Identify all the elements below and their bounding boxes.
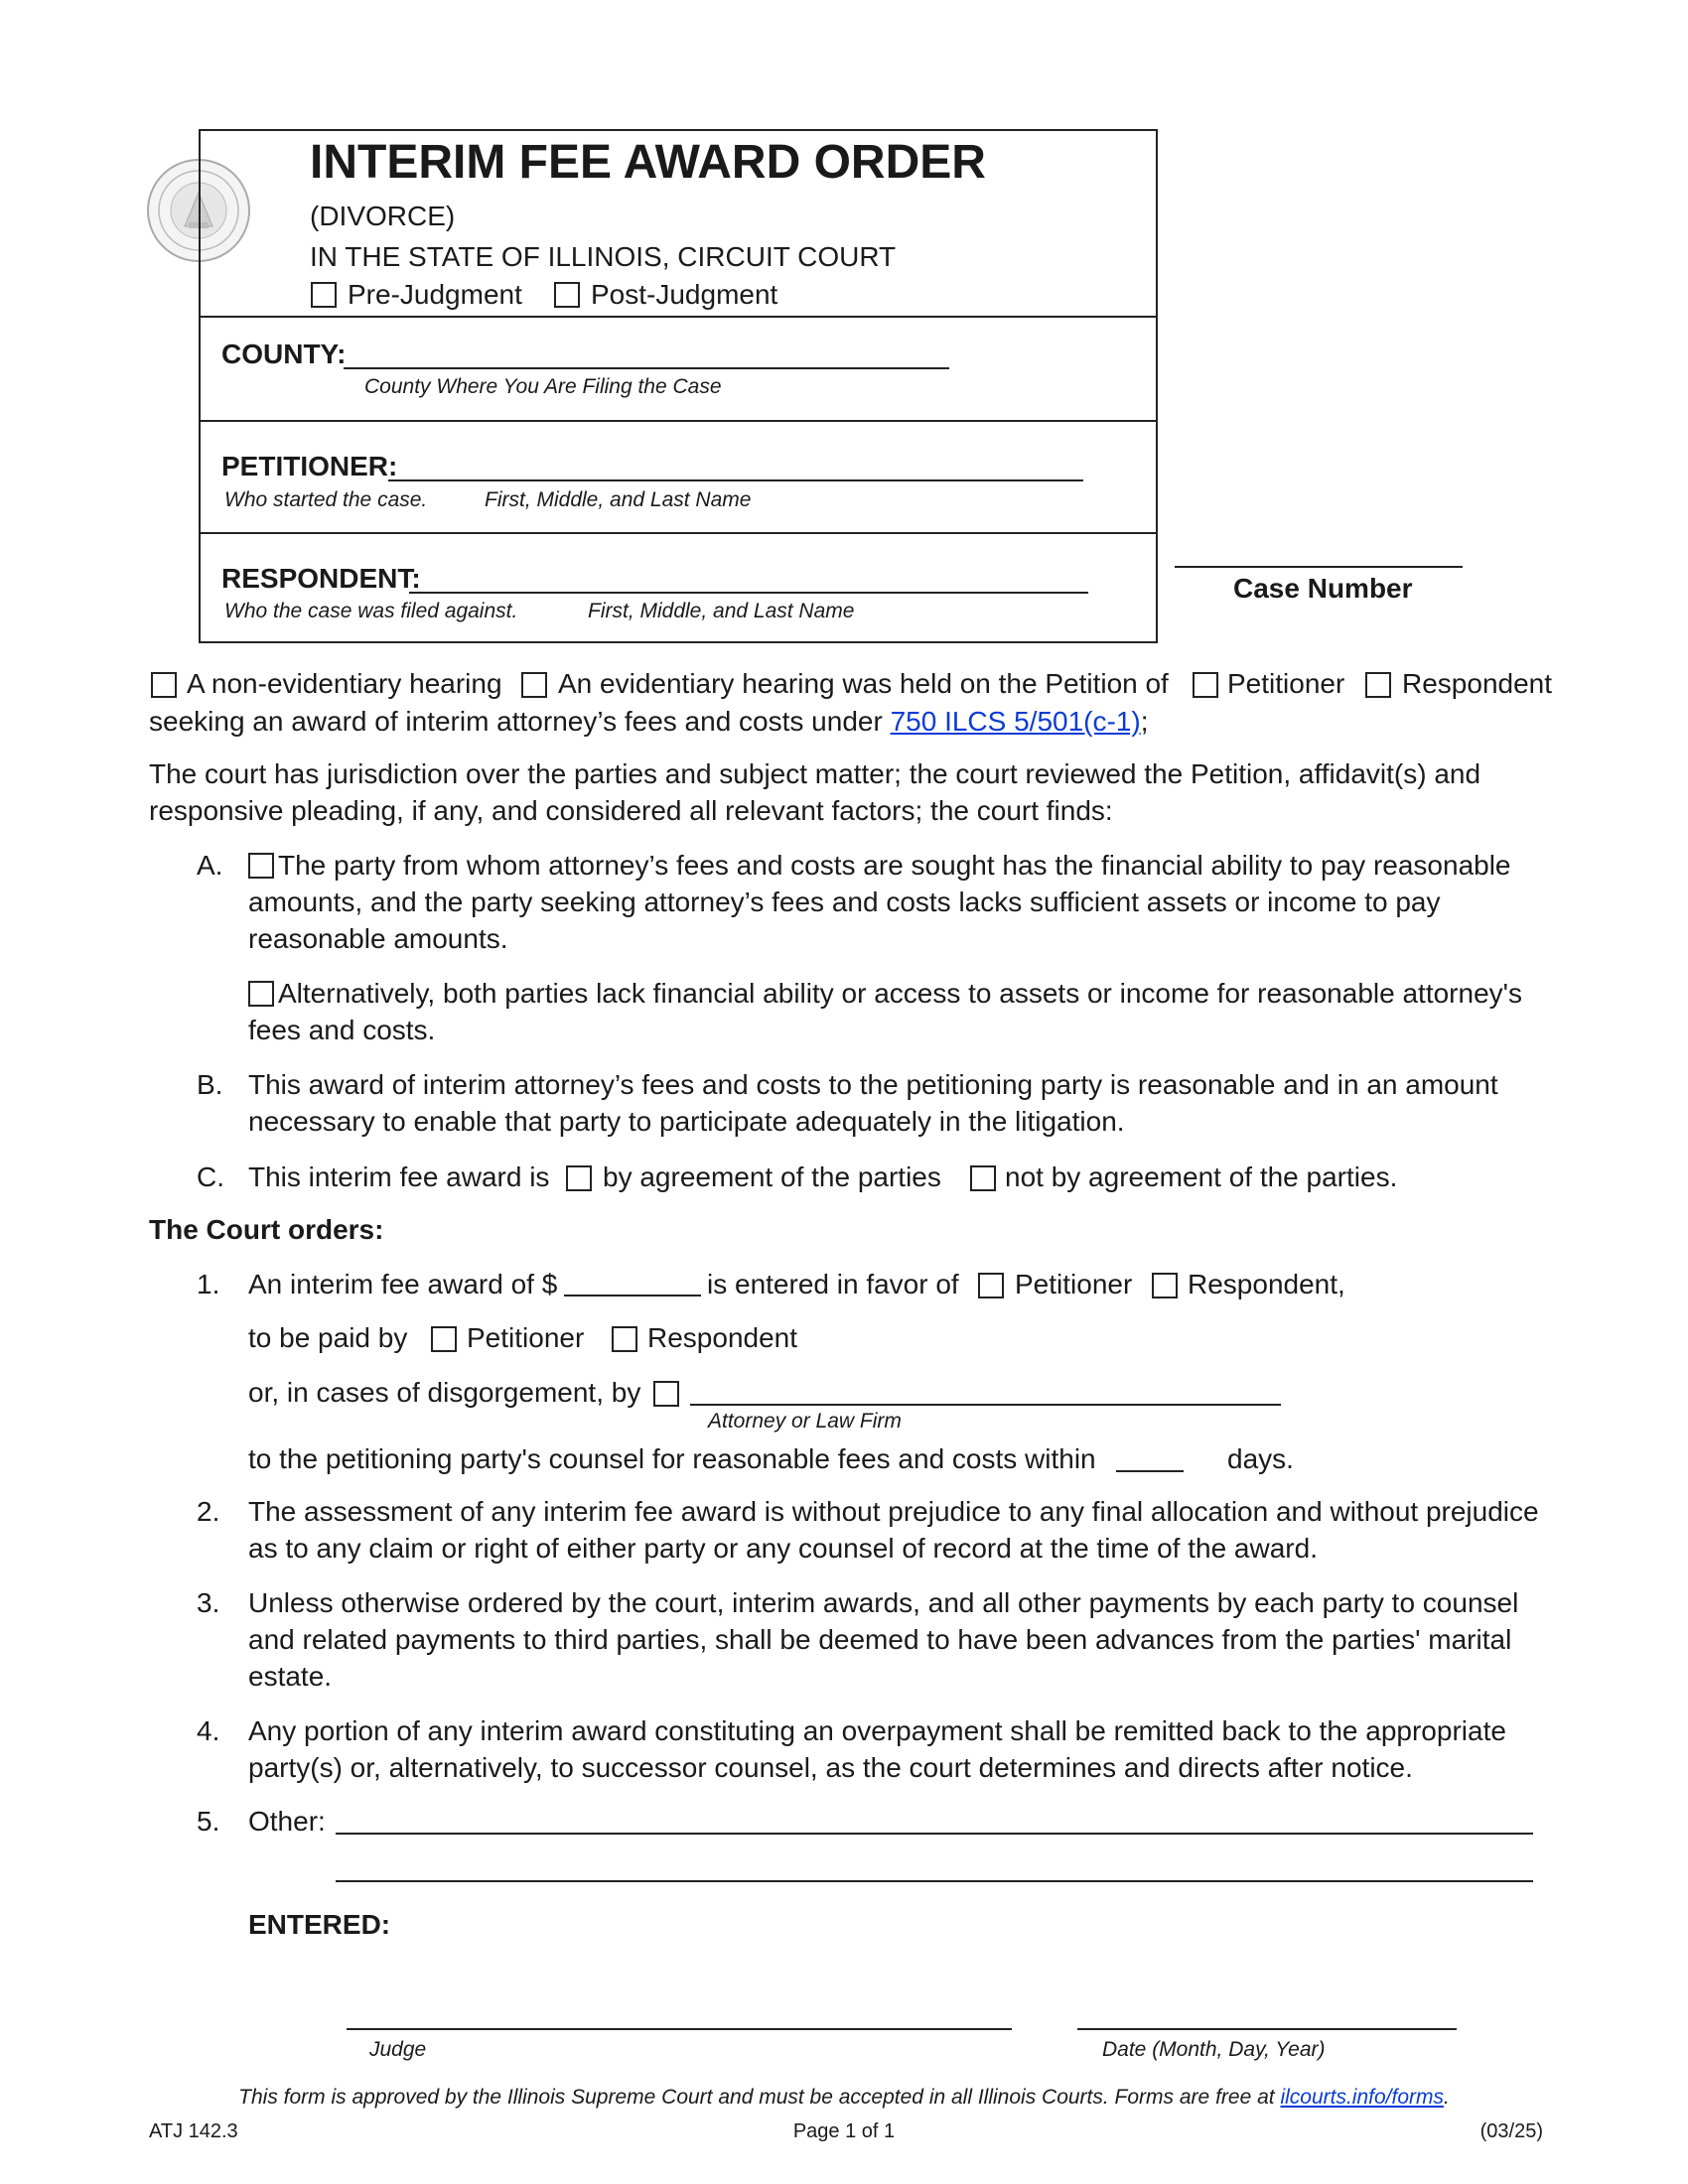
date-hint: Date (Month, Day, Year) [1102,2038,1326,2061]
non-evidentiary-label: A non-evidentiary hearing [187,668,502,699]
entered-label: ENTERED: [248,1909,391,1940]
order-1-pre: An interim fee award of $ [248,1269,558,1299]
order-4-label: 4. [197,1715,220,1746]
statute-link[interactable]: 750 ILCS 5/501(c-1) [890,706,1141,737]
court-orders-heading: The Court orders: [149,1214,384,1245]
page-number: Page 1 of 1 [792,2120,896,2142]
form-title: INTERIM FEE AWARD ORDER [310,136,986,189]
evidentiary-checkbox[interactable] [521,672,547,698]
finding-c-pre: This interim fee award is [248,1161,550,1192]
petitioner-hint-left: Who started the case. [224,488,428,511]
approval-text: This form is approved by the Illinois Supreme Court and must be accepted in all Illinois Courts. Forms are free at [238,2086,1275,2109]
order-3-text: Unless otherwise ordered by the court, interim awards, and all other payments by each party to counsel and related payments to third parties, shall be deemed to have been advances from the parties' marital estate. [248,1587,1519,1692]
case-number-label: Case Number [1233,573,1413,604]
order-1-label: 1. [197,1269,220,1299]
order-5-text: Other: [248,1806,326,1837]
approval-note [0,2086,1688,2110]
finding-a-alt [248,975,1549,1048]
jurisdiction-paragraph: The court has jurisdiction over the parties and subject matter; the court reviewed the Petition, affidavit(s) and responsive pleading, if any, and considered all relevant factors; the court finds: [149,758,1481,826]
paid-by-label: to be paid by [248,1322,408,1353]
petition-of-respondent-label: Respondent [1402,668,1553,699]
form-subtitle: (DIVORCE) [310,201,456,231]
days-field[interactable] [1116,1470,1184,1472]
finding-b-text: This award of interim attorney’s fees and costs to the petitioning party is reasonable and in an amount necessary to enable that party to participate adequately in the litigation. [248,1069,1498,1137]
finding-a [248,847,1549,957]
finding-a-checkbox[interactable] [248,853,274,879]
evidentiary-label: An evidentiary hearing was held on the Petition of [558,668,1169,699]
favor-respondent-label: Respondent, [1188,1269,1345,1299]
hearing-line-2-text: seeking an award of interim attorney’s fees and costs under [149,706,883,737]
finding-a-alt-checkbox[interactable] [248,981,274,1007]
court-name: IN THE STATE OF ILLINOIS, CIRCUIT COURT [310,241,897,272]
by-agreement-checkbox[interactable] [566,1165,592,1191]
judge-signature-field[interactable] [347,2028,1012,2030]
order-4-text: Any portion of any interim award constituting an overpayment shall be remitted back to the appropriate party(s) or, alternatively, to successor counsel, as the court determines and directs after notice. [248,1715,1506,1783]
by-agreement-label: by agreement of the parties [603,1161,941,1192]
non-evidentiary-checkbox[interactable] [151,672,177,698]
petition-of-respondent-checkbox[interactable] [1365,672,1391,698]
attorney-field[interactable] [690,1404,1281,1406]
petition-of-petitioner-checkbox[interactable] [1193,672,1218,698]
other-field-1[interactable] [336,1833,1533,1835]
not-by-agreement-checkbox[interactable] [970,1165,996,1191]
hearing-line-2 [149,705,1149,739]
disgorgement-checkbox[interactable] [653,1381,679,1407]
respondent-hint-right: First, Middle, and Last Name [588,600,855,622]
counsel-pre: to the petitioning party's counsel for reasonable fees and costs within [248,1443,1096,1474]
post-judgment-checkbox[interactable] [554,282,580,308]
paid-by-petitioner-label: Petitioner [467,1322,585,1353]
paid-by-petitioner-checkbox[interactable] [431,1326,457,1352]
approval-end: . [1444,2086,1450,2109]
order-2-text: The assessment of any interim fee award is without prejudice to any final allocation and without prejudice as to any claim or right of either party or any counsel of record at the time of the award. [248,1496,1539,1564]
order-2-label: 2. [197,1496,220,1527]
respondent-name-field[interactable] [409,592,1088,594]
attorney-hint: Attorney or Law Firm [708,1410,902,1433]
paid-by-respondent-checkbox[interactable] [612,1326,637,1352]
counsel-post: days. [1227,1443,1294,1474]
form-version: (03/25) [1479,2120,1543,2142]
post-judgment-label: Post-Judgment [591,279,778,310]
fee-amount-field[interactable] [564,1295,701,1297]
county-label: COUNTY: [221,339,347,369]
petition-of-petitioner-label: Petitioner [1227,668,1345,699]
disgorgement-label: or, in cases of disgorgement, by [248,1377,641,1408]
county-hint: County Where You Are Filing the Case [364,375,722,398]
paid-by-respondent-label: Respondent [647,1322,798,1353]
order-1-mid: is entered in favor of [707,1269,959,1299]
favor-petitioner-checkbox[interactable] [978,1273,1004,1298]
finding-a-alt-text: Alternatively, both parties lack financial ability or access to assets or income for reasonable attorney's fees and costs. [248,978,1522,1045]
finding-c-label: C. [197,1161,224,1192]
finding-b-label: B. [197,1069,223,1100]
other-field-2[interactable] [336,1880,1533,1882]
case-number-field[interactable] [1175,566,1463,568]
order-3-label: 3. [197,1587,220,1618]
favor-petitioner-label: Petitioner [1015,1269,1133,1299]
hearing-line-2-end: ; [1140,706,1149,737]
petitioner-label: PETITIONER: [221,451,398,481]
county-field[interactable] [344,367,949,369]
respondent-hint-left: Who the case was filed against. [224,600,518,622]
pre-judgment-label: Pre-Judgment [348,279,522,310]
order-5-label: 5. [197,1806,220,1837]
petitioner-name-field[interactable] [388,479,1083,481]
finding-a-text: The party from whom attorney’s fees and costs are sought has the financial ability to pay reasonable amounts, and the party seeking attorney’s fees and costs lacks sufficient assets or income to pay reasonable amounts. [248,850,1511,954]
date-field[interactable] [1077,2028,1457,2030]
petitioner-hint-right: First, Middle, and Last Name [485,488,752,511]
respondent-label: RESPONDENT: [221,563,421,594]
form-id: ATJ 142.3 [149,2120,238,2142]
forms-link[interactable]: ilcourts.info/forms [1280,2086,1444,2109]
not-by-agreement-label: not by agreement of the parties. [1005,1161,1398,1192]
judge-hint: Judge [369,2038,427,2061]
finding-a-label: A. [197,850,223,881]
pre-judgment-checkbox[interactable] [311,282,337,308]
favor-respondent-checkbox[interactable] [1152,1273,1178,1298]
